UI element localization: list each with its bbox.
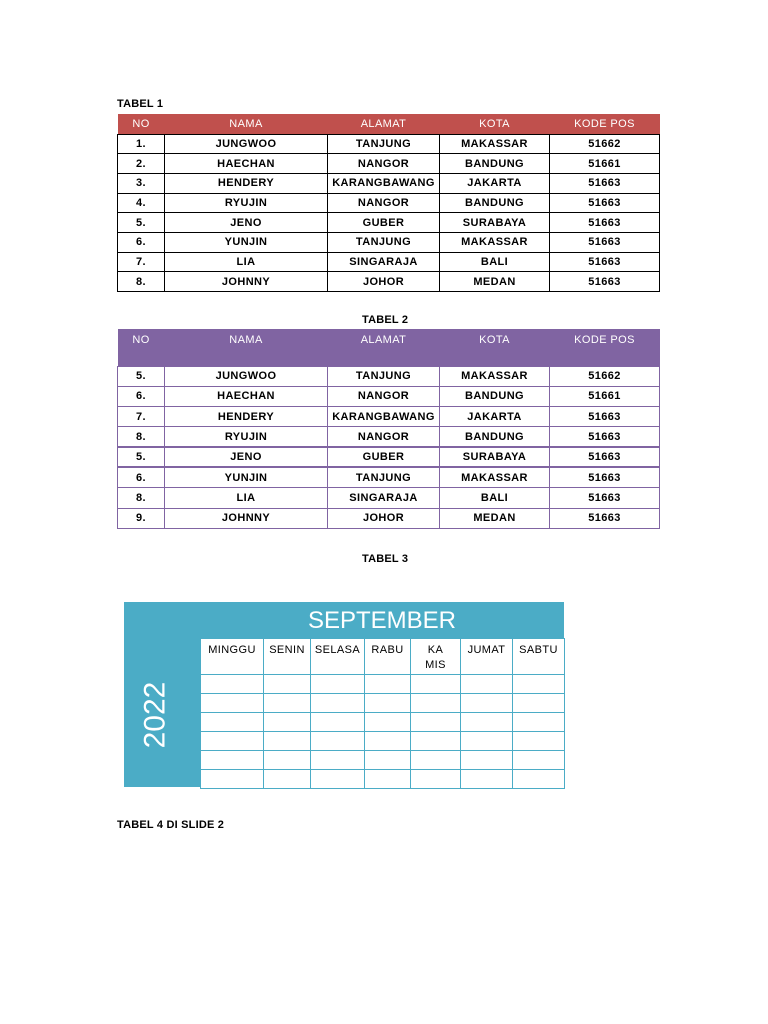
cell-kota: BALI: [440, 252, 550, 272]
table-1-body: [118, 134, 660, 292]
calendar-day-cell: [513, 713, 565, 732]
calendar-day-cell: [461, 751, 513, 770]
calendar-day-cell: [513, 751, 565, 770]
column-header-no: NO: [132, 117, 150, 130]
cell-alamat: SINGARAJA: [328, 488, 440, 508]
calendar-day-cell: [365, 770, 411, 789]
calendar-day-cell: [513, 675, 565, 694]
day-header-senin: SENIN: [264, 639, 311, 675]
day-header-minggu: MINGGU: [201, 639, 264, 675]
column-header-kota: KOTA: [479, 117, 510, 130]
calendar-day-cell: [365, 732, 411, 751]
calendar-day-cell: [264, 675, 311, 694]
cell-kota: MAKASSAR: [440, 366, 550, 386]
cell-nama: JUNGWOO: [165, 134, 328, 154]
calendar-day-cell: [311, 675, 365, 694]
calendar-day-cell: [461, 713, 513, 732]
cell-alamat: NANGOR: [328, 427, 440, 447]
calendar-day-cell: [365, 675, 411, 694]
cell-no: 5.: [118, 447, 165, 467]
cell-kota: BALI: [440, 488, 550, 508]
cell-kota: MAKASSAR: [440, 467, 550, 487]
cell-no: 8.: [118, 427, 165, 447]
cell-no: 2.: [118, 154, 165, 174]
calendar-day-cell: [264, 732, 311, 751]
table-row: [118, 467, 660, 487]
calendar-day-cell: [513, 694, 565, 713]
calendar-day-cell: [365, 713, 411, 732]
day-header-rabu: RABU: [365, 639, 411, 675]
calendar-week-row: [201, 751, 565, 770]
cell-alamat: TANJUNG: [328, 134, 440, 154]
cell-kode-pos: 51663: [550, 407, 660, 427]
cell-kode-pos: 51663: [550, 447, 660, 467]
cell-nama: JUNGWOO: [165, 366, 328, 386]
cell-alamat: GUBER: [328, 213, 440, 233]
cell-no: 8.: [118, 272, 165, 292]
calendar-day-cell: [513, 770, 565, 789]
calendar-day-cell: [311, 713, 365, 732]
calendar-september: [124, 602, 564, 787]
calendar-day-cell: [411, 751, 461, 770]
cell-alamat: SINGARAJA: [328, 252, 440, 272]
calendar-day-cell: [411, 770, 461, 789]
table-row: [118, 447, 660, 467]
calendar-year-label: [124, 662, 186, 768]
calendar-day-cell: [461, 694, 513, 713]
column-header-alamat: ALAMAT: [360, 334, 407, 346]
cell-alamat: NANGOR: [328, 386, 440, 406]
table-2-header-row: [118, 329, 660, 366]
cell-kode-pos: 51663: [550, 467, 660, 487]
table-row: [118, 386, 660, 406]
cell-no: 3.: [118, 173, 165, 193]
table-1-header-row: [118, 114, 660, 134]
calendar-day-cell: [461, 770, 513, 789]
cell-kota: JAKARTA: [440, 173, 550, 193]
cell-no: 6.: [118, 467, 165, 487]
cell-no: 1.: [118, 134, 165, 154]
cell-kode-pos: 51663: [550, 427, 660, 447]
calendar-day-cell: [311, 694, 365, 713]
table3-caption: TABEL 3: [362, 553, 409, 565]
calendar-week-row: [201, 675, 565, 694]
calendar-day-cell: [311, 751, 365, 770]
table-2-body: [118, 366, 660, 528]
cell-kota: MAKASSAR: [440, 232, 550, 252]
day-header-sabtu: SABTU: [513, 639, 565, 675]
cell-alamat: NANGOR: [328, 154, 440, 174]
calendar-day-cell: [411, 675, 461, 694]
cell-alamat: JOHOR: [328, 272, 440, 292]
calendar-day-cell: [365, 751, 411, 770]
table-row: [118, 272, 660, 292]
calendar-day-cell: [411, 694, 461, 713]
cell-kota: BANDUNG: [440, 386, 550, 406]
cell-kota: MEDAN: [440, 272, 550, 292]
calendar-week-row: [201, 770, 565, 789]
calendar-day-cell: [201, 675, 264, 694]
cell-no: 9.: [118, 508, 165, 528]
calendar-day-header-row: [201, 639, 565, 675]
cell-kode-pos: 51663: [550, 252, 660, 272]
calendar-week-row: [201, 732, 565, 751]
cell-nama: HENDERY: [165, 407, 328, 427]
cell-no: 7.: [118, 252, 165, 272]
cell-nama: JOHNNY: [165, 508, 328, 528]
calendar-day-cell: [461, 675, 513, 694]
table4-note: TABEL 4 DI SLIDE 2: [117, 819, 225, 831]
table-row: [118, 488, 660, 508]
cell-nama: HAECHAN: [165, 386, 328, 406]
cell-nama: LIA: [165, 252, 328, 272]
calendar-day-cell: [461, 732, 513, 751]
calendar-year-text: 2022: [138, 681, 171, 749]
cell-nama: JENO: [165, 213, 328, 233]
cell-alamat: TANJUNG: [328, 467, 440, 487]
cell-nama: LIA: [165, 488, 328, 508]
calendar-day-cell: [264, 770, 311, 789]
cell-kota: JAKARTA: [440, 407, 550, 427]
cell-kode-pos: 51661: [550, 386, 660, 406]
day-header-kamis: KAMIS: [411, 639, 461, 675]
cell-kode-pos: 51662: [550, 366, 660, 386]
cell-kode-pos: 51663: [550, 173, 660, 193]
table2-caption: TABEL 2: [362, 314, 409, 326]
cell-alamat: GUBER: [328, 447, 440, 467]
cell-nama: HAECHAN: [165, 154, 328, 174]
table1-caption: TABEL 1: [117, 98, 164, 110]
table-row: [118, 407, 660, 427]
cell-kota: MEDAN: [440, 508, 550, 528]
column-header-nama: NAMA: [229, 117, 263, 130]
cell-no: 6.: [118, 232, 165, 252]
cell-nama: RYUJIN: [165, 193, 328, 213]
calendar-day-cell: [264, 694, 311, 713]
cell-nama: YUNJIN: [165, 467, 328, 487]
cell-kode-pos: 51663: [550, 272, 660, 292]
cell-kota: MAKASSAR: [440, 134, 550, 154]
table-row: [118, 134, 660, 154]
cell-kode-pos: 51663: [550, 232, 660, 252]
table-row: [118, 252, 660, 272]
column-header-no: NO: [132, 334, 150, 346]
table-row: [118, 366, 660, 386]
table-row: [118, 213, 660, 233]
calendar-day-cell: [201, 694, 264, 713]
cell-nama: HENDERY: [165, 173, 328, 193]
calendar-day-cell: [201, 751, 264, 770]
cell-no: 6.: [118, 386, 165, 406]
calendar-week-row: [201, 694, 565, 713]
day-header-jumat: JUMAT: [461, 639, 513, 675]
column-header-kota: KOTA: [479, 334, 510, 346]
table-row: [118, 508, 660, 528]
cell-nama: RYUJIN: [165, 427, 328, 447]
column-header-kode-pos: KODE POS: [574, 334, 635, 346]
cell-alamat: TANJUNG: [328, 366, 440, 386]
cell-no: 4.: [118, 193, 165, 213]
table-row: [118, 154, 660, 174]
cell-no: 5.: [118, 213, 165, 233]
cell-kota: SURABAYA: [440, 447, 550, 467]
cell-alamat: KARANGBAWANG: [328, 407, 440, 427]
calendar-day-cell: [311, 732, 365, 751]
column-header-alamat: ALAMAT: [360, 117, 407, 130]
table-row: [118, 173, 660, 193]
cell-kota: BANDUNG: [440, 193, 550, 213]
calendar-day-cell: [311, 770, 365, 789]
cell-nama: JOHNNY: [165, 272, 328, 292]
calendar-week-row: [201, 713, 565, 732]
calendar-day-cell: [411, 713, 461, 732]
cell-alamat: KARANGBAWANG: [328, 173, 440, 193]
cell-kode-pos: 51663: [550, 488, 660, 508]
cell-kode-pos: 51663: [550, 508, 660, 528]
cell-kota: SURABAYA: [440, 213, 550, 233]
column-header-kode-pos: KODE POS: [574, 117, 635, 130]
cell-kota: BANDUNG: [440, 427, 550, 447]
cell-kode-pos: 51661: [550, 154, 660, 174]
calendar-day-cell: [201, 732, 264, 751]
calendar-day-cell: [201, 770, 264, 789]
cell-kota: BANDUNG: [440, 154, 550, 174]
cell-no: 5.: [118, 366, 165, 386]
table-row: [118, 427, 660, 447]
cell-no: 7.: [118, 407, 165, 427]
cell-alamat: TANJUNG: [328, 232, 440, 252]
cell-nama: JENO: [165, 447, 328, 467]
calendar-day-cell: [513, 732, 565, 751]
calendar-day-cell: [264, 713, 311, 732]
cell-no: 8.: [118, 488, 165, 508]
table-row: [118, 232, 660, 252]
column-header-nama: NAMA: [229, 334, 263, 346]
calendar-grid: [200, 638, 565, 789]
calendar-month-title: SEPTEMBER: [307, 607, 457, 634]
cell-nama: YUNJIN: [165, 232, 328, 252]
calendar-day-cell: [264, 751, 311, 770]
table-1: [117, 114, 660, 292]
cell-alamat: JOHOR: [328, 508, 440, 528]
calendar-day-cell: [411, 732, 461, 751]
cell-alamat: NANGOR: [328, 193, 440, 213]
cell-kode-pos: 51662: [550, 134, 660, 154]
calendar-day-cell: [201, 713, 264, 732]
cell-kode-pos: 51663: [550, 213, 660, 233]
table-2: [117, 329, 660, 529]
day-header-selasa: SELASA: [311, 639, 365, 675]
table-row: [118, 193, 660, 213]
calendar-day-cell: [365, 694, 411, 713]
cell-kode-pos: 51663: [550, 193, 660, 213]
